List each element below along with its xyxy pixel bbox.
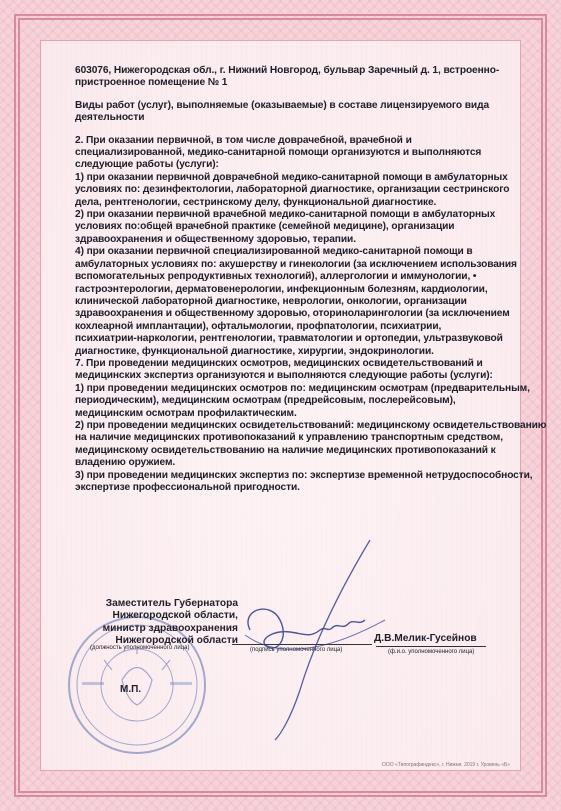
- service-line: следующие работы (услуги):: [75, 159, 219, 171]
- service-line: медицинским осмотрам профилактическим.: [75, 407, 297, 419]
- service-line: условиях по: дезинфектологии, лабораторной диагностике, организации сестринского: [75, 184, 510, 196]
- service-line: 1) при проведении медицинских осмотров по: медицинским осмотрам (предварительным,: [75, 382, 530, 394]
- position-line: Нижегородской области,: [112, 610, 238, 622]
- signer-position: [78, 598, 238, 647]
- service-line: экспертизе профессиональной пригодности.: [75, 482, 300, 493]
- signature-caption: (подпись уполномоченного лица): [250, 647, 343, 653]
- service-line: периодическим), медицинским осмотрам (предрейсовым, послерейсовым),: [75, 395, 456, 407]
- service-line: кохлеарной имплантации), офтальмологии, профпатологии, психиатрии,: [75, 320, 442, 332]
- document-text: [75, 65, 547, 494]
- seal-label: М.П.: [120, 684, 142, 695]
- service-line: психиатрии-наркологии, рентгенологии, травматологии и ортопедии, ультразвуковой: [75, 333, 503, 345]
- service-line: 2. При оказании первичной, в том числе доврачебной, врачебной и: [75, 134, 412, 146]
- service-line: владению оружием.: [75, 457, 176, 469]
- service-line: на наличие медицинских противопоказаний к управлению транспортным средством,: [75, 432, 503, 444]
- service-line: 4) при оказании первичной специализированной медико-санитарной помощи в: [75, 246, 473, 258]
- service-line: амбулаторных условиях по: акушерству и гинекологии (за исключением использования: [75, 258, 517, 270]
- service-line: специализированной, медико-санитарной помощи организуются и выполняются: [75, 147, 482, 159]
- printer-note: ООО «Типографиндекс», г. Нижни. 2019 г. Уровень «Б»: [382, 762, 511, 768]
- position-caption: (должность уполномоченного лица): [90, 645, 190, 651]
- service-line: 1) при оказании первичной доврачебной медико-санитарной помощи в амбулаторных: [75, 171, 508, 183]
- handwritten-signature: [220, 520, 430, 750]
- service-line: медицинскому освидетельствованию на наличие медицинских противопоказаний к: [75, 444, 496, 456]
- services-list: [75, 134, 547, 495]
- address: 603076, Нижегородская обл., г. Нижний Новгород, бульвар Заречный д. 1, встроенно-пристроенное помещение № 1: [75, 65, 500, 89]
- service-line: 3) при проведении медицинских экспертиз по: экспертизе временной нетрудоспособности,: [75, 469, 533, 481]
- service-line: диагностике, функциональной диагностике, хирургии, эндокринологии.: [75, 345, 434, 357]
- service-line: вспомогательных репродуктивных технологий), аллергологии и иммунологии, •: [75, 271, 477, 283]
- service-line: дела, рентгенологии, сестринскому делу, функциональной диагностике.: [75, 196, 437, 208]
- service-line: медицинских экспертиз организуются и выполняются следующие работы (услуги):: [75, 370, 493, 382]
- service-line: 2) при проведении медицинских освидетельствований: медицинскому освидетельствованию: [75, 419, 547, 431]
- position-line: Нижегородской области: [115, 634, 238, 646]
- activity-heading: Виды работ (услуг), выполняемые (оказываемые) в составе лицензируемого вида деятельности: [75, 99, 490, 124]
- service-line: здравоохранения и общественному здоровью, оториноларингологии (за исключением: [75, 308, 510, 320]
- service-line: 7. При проведении медицинских осмотров, медицинских освидетельствований и: [75, 357, 483, 369]
- position-line: министр здравоохранения: [102, 622, 238, 634]
- service-line: здравоохранения и общественному здоровью, терапии.: [75, 233, 356, 245]
- position-line: Заместитель Губернатора: [105, 598, 238, 609]
- service-line: клинической лабораторной диагностике, неврологии, онкологии, организации: [75, 295, 467, 307]
- signer-name: Д.В.Мелик-Гусейнов: [374, 633, 477, 644]
- service-line: 2) при оказании первичной врачебной медико-санитарной помощи в амбулаторных: [75, 209, 496, 221]
- service-line: гастроэнтерологии, дерматовенерологии, инфекционным болезням, кардиологии,: [75, 283, 488, 295]
- name-caption: (ф.и.о. уполномоченного лица): [388, 649, 475, 655]
- service-line: условиях по:общей врачебной практике (семейной медицине), организации: [75, 221, 455, 233]
